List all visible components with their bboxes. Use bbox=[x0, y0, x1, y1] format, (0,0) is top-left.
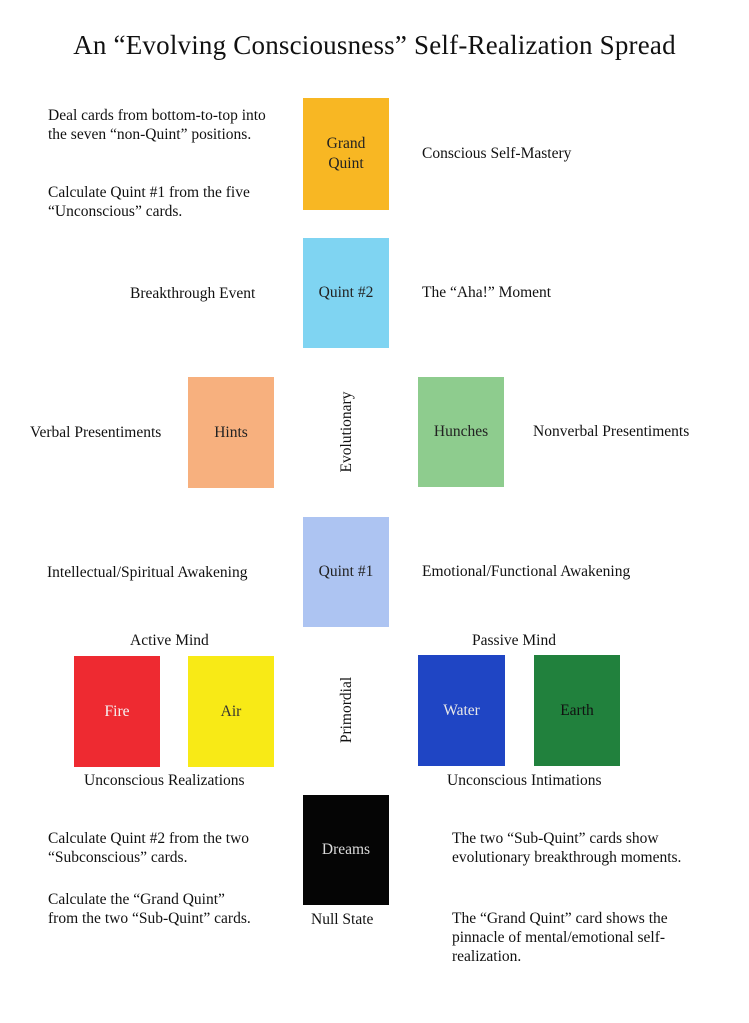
card-grand-quint-label: Grand Quint bbox=[326, 135, 366, 172]
card-water bbox=[418, 655, 505, 766]
label-passive-mind: Passive Mind bbox=[472, 632, 556, 649]
card-air-label: Air bbox=[220, 702, 242, 720]
label-nonverbal-presentiments: Nonverbal Presentiments bbox=[533, 423, 690, 440]
label-emotional-awakening: Emotional/Functional Awakening bbox=[422, 563, 631, 580]
card-hunches-label: Hunches bbox=[433, 423, 489, 440]
label-active-mind: Active Mind bbox=[130, 632, 209, 649]
note-grand-quint-instructions: Calculate the “Grand Quint” from the two “Sub-Quint” cards. bbox=[48, 891, 251, 927]
card-fire bbox=[74, 656, 160, 767]
card-fire-label: Fire bbox=[104, 702, 130, 720]
label-intellectual-awakening: Intellectual/Spiritual Awakening bbox=[47, 564, 248, 581]
note-sub-quint-description: The two “Sub-Quint” cards show evolutionary breakthrough moments. bbox=[452, 830, 682, 866]
label-null-state: Null State bbox=[311, 911, 374, 928]
label-aha-moment: The “Aha!” Moment bbox=[422, 284, 552, 301]
card-hints bbox=[188, 377, 274, 488]
card-quint-2 bbox=[303, 238, 389, 348]
label-unconscious-realizations: Unconscious Realizations bbox=[84, 772, 245, 789]
card-quint-1-label: Quint #1 bbox=[318, 563, 374, 580]
card-air bbox=[188, 656, 274, 767]
card-water-label: Water bbox=[443, 701, 480, 719]
card-grand-quint bbox=[303, 98, 389, 210]
card-earth-label: Earth bbox=[560, 701, 594, 719]
label-breakthrough-event: Breakthrough Event bbox=[130, 285, 256, 302]
card-quint-1 bbox=[303, 517, 389, 627]
note-quint1-instructions: Calculate Quint #1 from the five “Unconscious” cards. bbox=[48, 184, 250, 220]
card-hunches bbox=[418, 377, 504, 487]
note-quint2-instructions: Calculate Quint #2 from the two “Subconscious” cards. bbox=[48, 830, 250, 866]
note-grand-quint-description: The “Grand Quint” card shows the pinnacle of mental/emotional self-realization. bbox=[452, 910, 668, 965]
label-primordial: Primordial bbox=[338, 676, 355, 744]
card-dreams bbox=[303, 795, 389, 905]
label-unconscious-intimations: Unconscious Intimations bbox=[447, 772, 602, 789]
card-hints-label: Hints bbox=[214, 423, 248, 441]
label-evolutionary: Evolutionary bbox=[338, 391, 355, 473]
card-quint-2-label: Quint #2 bbox=[318, 284, 374, 301]
card-earth bbox=[534, 655, 620, 766]
label-verbal-presentiments: Verbal Presentiments bbox=[30, 424, 162, 441]
card-dreams-label: Dreams bbox=[321, 841, 371, 858]
label-conscious-self-mastery: Conscious Self-Mastery bbox=[422, 145, 572, 162]
note-deal-instructions: Deal cards from bottom-to-top into the seven “non-Quint” positions. bbox=[48, 107, 266, 143]
page-title: An “Evolving Consciousness” Self-Realization Spread bbox=[73, 30, 676, 60]
